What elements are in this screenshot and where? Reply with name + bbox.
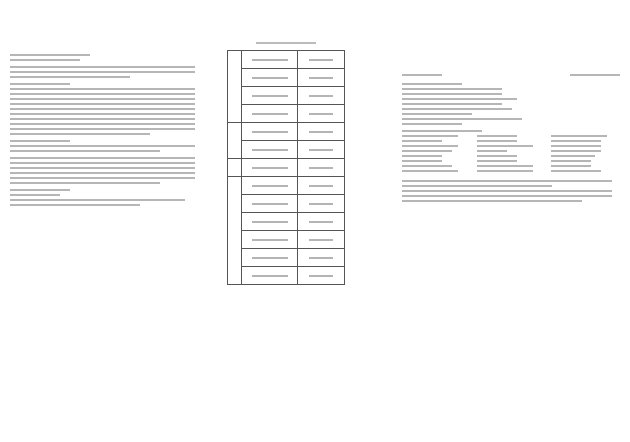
left-section-1 (10, 66, 200, 78)
right-block-2 (402, 130, 620, 175)
fee-table-caption (256, 42, 316, 44)
table-row (228, 159, 345, 177)
table-row (228, 69, 345, 87)
table-row (228, 195, 345, 213)
table-row (228, 141, 345, 159)
left-section-2 (10, 83, 200, 135)
right-headings (402, 74, 620, 79)
left-title-block (10, 54, 200, 61)
right-block-1 (402, 83, 620, 125)
table-row (228, 105, 345, 123)
fee-table-area (227, 42, 345, 285)
right-column (402, 74, 620, 207)
table-row (228, 87, 345, 105)
table-row (228, 249, 345, 267)
table-row (228, 177, 345, 195)
left-section-4 (10, 157, 200, 184)
left-section-3 (10, 140, 200, 152)
left-column (10, 54, 200, 211)
right-list-grid (402, 135, 620, 175)
left-contact (10, 189, 200, 206)
table-row (228, 213, 345, 231)
table-row (228, 231, 345, 249)
table-row (228, 51, 345, 69)
table-row (228, 267, 345, 285)
table-row (228, 123, 345, 141)
fee-table (227, 50, 345, 285)
right-notes (402, 180, 620, 202)
